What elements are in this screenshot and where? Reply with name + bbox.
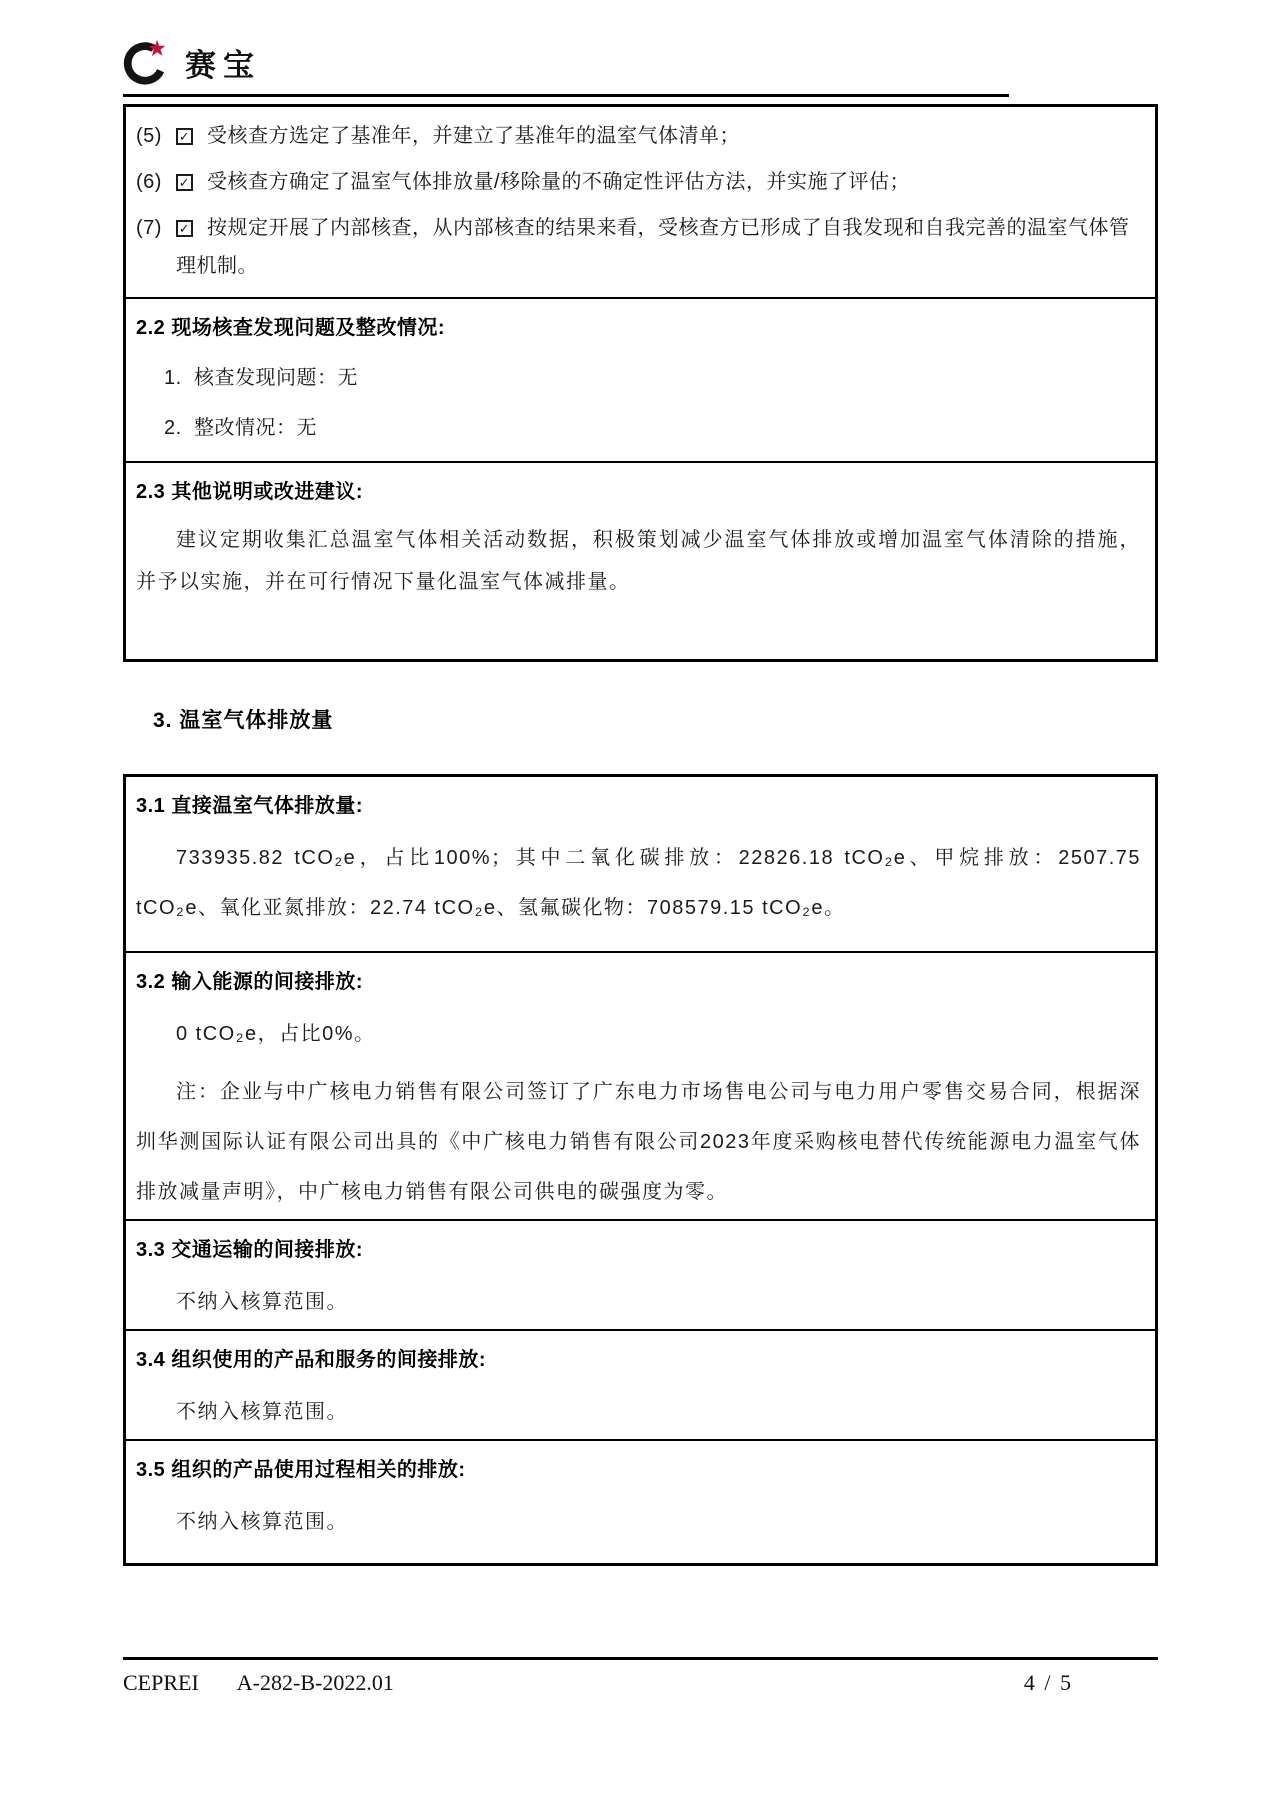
emission-row-title: 3.3 交通运输的间接排放:	[136, 1239, 364, 1261]
finding-item-number: 1.	[164, 367, 182, 389]
header-divider	[123, 94, 1009, 97]
item-number: (6)	[136, 171, 162, 193]
logo-icon	[121, 38, 169, 86]
checklist-row	[126, 107, 1155, 297]
section-2-2-title: 2.2 现场核查发现问题及整改情况:	[136, 317, 446, 339]
company-logo	[121, 38, 261, 86]
page-footer	[123, 1657, 1158, 1696]
checklist-item	[136, 209, 1141, 285]
report-body	[123, 104, 1158, 1566]
emission-row-title: 3.4 组织使用的产品和服务的间接排放:	[136, 1349, 487, 1371]
finding-item	[164, 409, 1141, 447]
suggestion-paragraph: 建议定期收集汇总温室气体相关活动数据，积极策划减少温室气体排放或增加温室气体清除的措施，并予以实施，并在可行情况下量化温室气体减排量。	[136, 529, 1141, 593]
footer-page-number: 4 / 5	[1023, 1670, 1073, 1695]
emissions-table	[123, 774, 1158, 1566]
section-2-3-row	[126, 461, 1155, 659]
emission-row-title: 3.1 直接温室气体排放量:	[136, 795, 364, 817]
emission-row-paragraph: 733935.82 tCO₂e，占比100%；其中二氧化碳排放：22826.18 tCO₂e、甲烷排放：2507.75 tCO₂e、氧化亚氮排放：22.74 tCO₂e、氢氟碳化物：708579.15 tCO₂e。	[136, 847, 1141, 919]
footer-text-row	[123, 1660, 1158, 1696]
emission-row-3-3	[126, 1219, 1155, 1329]
verification-findings-table	[123, 104, 1158, 662]
emission-row-paragraph: 不纳入核算范围。	[176, 1511, 348, 1533]
emission-row-3-5	[126, 1439, 1155, 1563]
item-content	[176, 117, 1141, 155]
finding-item-text: 整改情况：无	[194, 417, 317, 439]
checklist-item	[136, 163, 1141, 201]
footer-org: CEPREI	[123, 1670, 199, 1695]
checked-checkbox-icon: ✓	[176, 174, 193, 191]
emission-row-value: 0 tCO₂e，占比0%。	[176, 1023, 376, 1045]
emission-row-title: 3.2 输入能源的间接排放:	[136, 971, 364, 993]
checked-checkbox-icon: ✓	[176, 220, 193, 237]
section-2-2-row	[126, 297, 1155, 461]
item-text: 按规定开展了内部核查，从内部核查的结果来看，受核查方已形成了自我发现和自我完善的温室气体管理机制。	[176, 217, 1130, 277]
emission-row-paragraph: 不纳入核算范围。	[176, 1401, 348, 1423]
logo-text: 赛宝	[185, 47, 261, 83]
checked-checkbox-icon: ✓	[176, 128, 193, 145]
emission-row-note: 注：企业与中广核电力销售有限公司签订了广东电力市场售电公司与电力用户零售交易合同，根据深圳华测国际认证有限公司出具的《中广核电力销售有限公司2023年度采购核电替代传统能源电力温室气体排放减量声明》，中广核电力销售有限公司供电的碳强度为零。	[136, 1081, 1141, 1203]
item-content	[176, 209, 1141, 285]
section-2-3-title: 2.3 其他说明或改进建议:	[136, 481, 364, 503]
item-number: (5)	[136, 125, 162, 147]
item-number: (7)	[136, 217, 162, 239]
item-content	[176, 163, 1141, 201]
finding-item	[164, 359, 1141, 397]
item-text: 受核查方确定了温室气体排放量/移除量的不确定性评估方法，并实施了评估；	[207, 171, 911, 193]
emission-row-3-1	[126, 777, 1155, 951]
emission-row-3-2	[126, 951, 1155, 1219]
section-3-heading: 3. 温室气体排放量	[153, 709, 334, 732]
finding-item-text: 核查发现问题：无	[194, 367, 358, 389]
emission-row-paragraph: 不纳入核算范围。	[176, 1291, 348, 1313]
emission-row-title: 3.5 组织的产品使用过程相关的排放:	[136, 1459, 466, 1481]
finding-item-number: 2.	[164, 417, 182, 439]
logo-star-icon	[149, 40, 166, 56]
item-text: 受核查方选定了基准年，并建立了基准年的温室气体清单；	[207, 125, 740, 147]
footer-doc-code: A-282-B-2022.01	[236, 1670, 394, 1695]
checklist-item	[136, 117, 1141, 155]
emission-row-3-4	[126, 1329, 1155, 1439]
